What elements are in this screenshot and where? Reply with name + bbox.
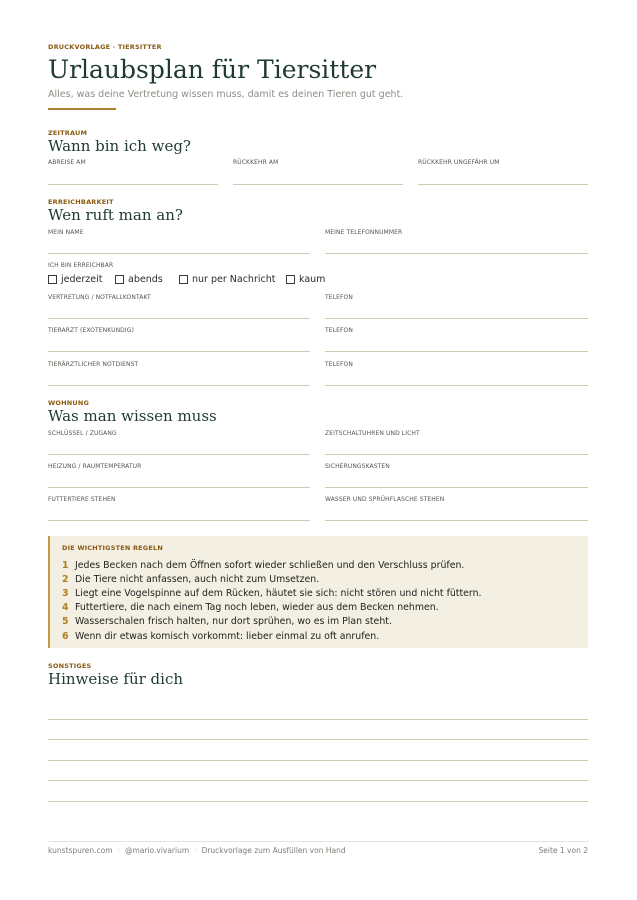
field-label-schluessel: SCHLÜSSEL / ZUGANG xyxy=(48,430,117,437)
footer-handle: @mario.vivarium xyxy=(124,846,190,855)
checkbox-label: jederzeit xyxy=(61,274,103,285)
notes-line[interactable] xyxy=(48,801,588,802)
footer-separator: · xyxy=(194,846,197,855)
field-label-zeitschaltuhren: ZEITSCHALTUHREN UND LICHT xyxy=(325,430,420,437)
section-eyebrow-zeitraum: ZEITRAUM xyxy=(48,129,88,137)
checkbox-label: nur per Nachricht xyxy=(192,274,276,285)
field-label-vertretung: VERTRETUNG / NOTFALLKONTAKT xyxy=(48,294,151,301)
footer-left xyxy=(48,846,346,855)
field-label-rueckkehr: RÜCKKEHR AM xyxy=(233,159,279,166)
field-line-notdienst-telefon[interactable] xyxy=(325,385,588,386)
footer-separator: · xyxy=(117,846,120,855)
form-page xyxy=(48,0,588,900)
rule-text: Wenn dir etwas komisch vorkommt: lieber einmal zu oft anrufen. xyxy=(75,630,380,642)
field-label-rueckkehr-uhrzeit: RÜCKKEHR UNGEFÄHR UM xyxy=(418,159,500,166)
checkbox-label: kaum xyxy=(299,274,326,285)
checkbox-jederzeit[interactable] xyxy=(48,274,102,285)
section-title-wohnung: Was man wissen muss xyxy=(48,407,217,425)
field-line-rueckkehr[interactable] xyxy=(233,184,403,185)
document-eyebrow: DRUCKVORLAGE · TIERSITTER xyxy=(48,43,162,51)
section-eyebrow-wohnung: WOHNUNG xyxy=(48,399,90,407)
rules-box xyxy=(48,536,588,648)
rule-item xyxy=(62,572,588,586)
page-subtitle: Alles, was deine Vertretung wissen muss, damit es deinen Tieren gut geht. xyxy=(48,89,404,100)
field-label-name: MEIN NAME xyxy=(48,229,84,236)
rule-text: Liegt eine Vogelspinne auf dem Rücken, häutet sie sich: nicht stören und nicht füttern. xyxy=(75,587,482,599)
field-line-tierarzt-telefon[interactable] xyxy=(325,351,588,352)
field-line-abreise[interactable] xyxy=(48,184,218,185)
notes-line[interactable] xyxy=(48,760,588,761)
rule-number: 3 xyxy=(62,587,69,599)
rule-number: 6 xyxy=(62,630,69,642)
field-label-sicherungskasten: SICHERUNGSKASTEN xyxy=(325,463,390,470)
field-line-notdienst[interactable] xyxy=(48,385,310,386)
notes-line[interactable] xyxy=(48,739,588,740)
field-label-telefon: MEINE TELEFONNUMMER xyxy=(325,229,403,236)
rule-item xyxy=(62,601,588,615)
reachability-label: ICH BIN ERREICHBAR xyxy=(48,262,114,269)
section-eyebrow-erreichbarkeit: ERREICHBARKEIT xyxy=(48,198,114,206)
field-label-notdienst-telefon: TELEFON xyxy=(325,361,353,368)
rule-item xyxy=(62,629,588,643)
rule-text: Die Tiere nicht anfassen, auch nicht zum Umsetzen. xyxy=(75,573,320,585)
section-eyebrow-sonstiges: SONSTIGES xyxy=(48,662,92,670)
field-line-heizung[interactable] xyxy=(48,487,310,488)
rule-item xyxy=(62,558,588,572)
rules-title: DIE WICHTIGSTEN REGELN xyxy=(62,544,163,552)
checkbox-label: abends xyxy=(128,274,163,285)
field-line-rueckkehr-uhrzeit[interactable] xyxy=(418,184,588,185)
notes-line[interactable] xyxy=(48,780,588,781)
field-line-sicherungskasten[interactable] xyxy=(325,487,588,488)
field-label-tierarzt-telefon: TELEFON xyxy=(325,327,353,334)
footer-note: Druckvorlage zum Ausfüllen von Hand xyxy=(201,846,346,855)
rule-item xyxy=(62,615,588,629)
checkbox-box[interactable] xyxy=(286,275,295,284)
section-title-zeitraum: Wann bin ich weg? xyxy=(48,137,191,155)
field-label-tierarzt: TIERARZT (EXOTENKUNDIG) xyxy=(48,327,134,334)
footer-site: kunstspuren.com xyxy=(48,846,113,855)
field-line-zeitschaltuhren[interactable] xyxy=(325,454,588,455)
field-line-vertretung[interactable] xyxy=(48,318,310,319)
field-label-notdienst: TIERÄRZTLICHER NOTDIENST xyxy=(48,361,139,368)
field-label-vertretung-telefon: TELEFON xyxy=(325,294,353,301)
rule-text: Jedes Becken nach dem Öffnen sofort wieder schließen und den Verschluss prüfen. xyxy=(75,559,465,571)
field-line-schluessel[interactable] xyxy=(48,454,310,455)
checkbox-abends[interactable] xyxy=(115,274,163,285)
rule-number: 1 xyxy=(62,559,69,571)
notes-line[interactable] xyxy=(48,719,588,720)
section-title-erreichbarkeit: Wen ruft man an? xyxy=(48,206,183,224)
checkbox-kaum[interactable] xyxy=(286,274,325,285)
field-label-futtertiere: FUTTERTIERE STEHEN xyxy=(48,496,116,503)
rule-number: 4 xyxy=(62,602,69,614)
field-line-futtertiere[interactable] xyxy=(48,520,310,521)
title-accent-rule xyxy=(48,108,116,110)
checkbox-box[interactable] xyxy=(115,275,124,284)
page-title: Urlaubsplan für Tiersitter xyxy=(48,55,377,84)
checkbox-box[interactable] xyxy=(48,275,57,284)
checkbox-nur-per-nachricht[interactable] xyxy=(179,274,275,285)
field-line-vertretung-telefon[interactable] xyxy=(325,318,588,319)
field-line-wasser[interactable] xyxy=(325,520,588,521)
rule-item xyxy=(62,586,588,600)
checkbox-box[interactable] xyxy=(179,275,188,284)
rule-number: 2 xyxy=(62,573,69,585)
section-title-sonstiges: Hinweise für dich xyxy=(48,670,184,688)
rule-text: Futtertiere, die nach einem Tag noch leben, wieder aus dem Becken nehmen. xyxy=(75,602,439,614)
footer-divider xyxy=(48,841,588,842)
field-label-heizung: HEIZUNG / RAUMTEMPERATUR xyxy=(48,463,142,470)
field-line-tierarzt[interactable] xyxy=(48,351,310,352)
rule-number: 5 xyxy=(62,616,69,628)
field-line-name[interactable] xyxy=(48,253,310,254)
field-line-telefon[interactable] xyxy=(325,253,588,254)
field-label-wasser: WASSER UND SPRÜHFLASCHE STEHEN xyxy=(325,496,445,503)
rule-text: Wasserschalen frisch halten, nur dort sprühen, wo es im Plan steht. xyxy=(75,616,392,628)
footer-page-number: Seite 1 von 2 xyxy=(538,846,588,855)
field-label-abreise: ABREISE AM xyxy=(48,159,86,166)
